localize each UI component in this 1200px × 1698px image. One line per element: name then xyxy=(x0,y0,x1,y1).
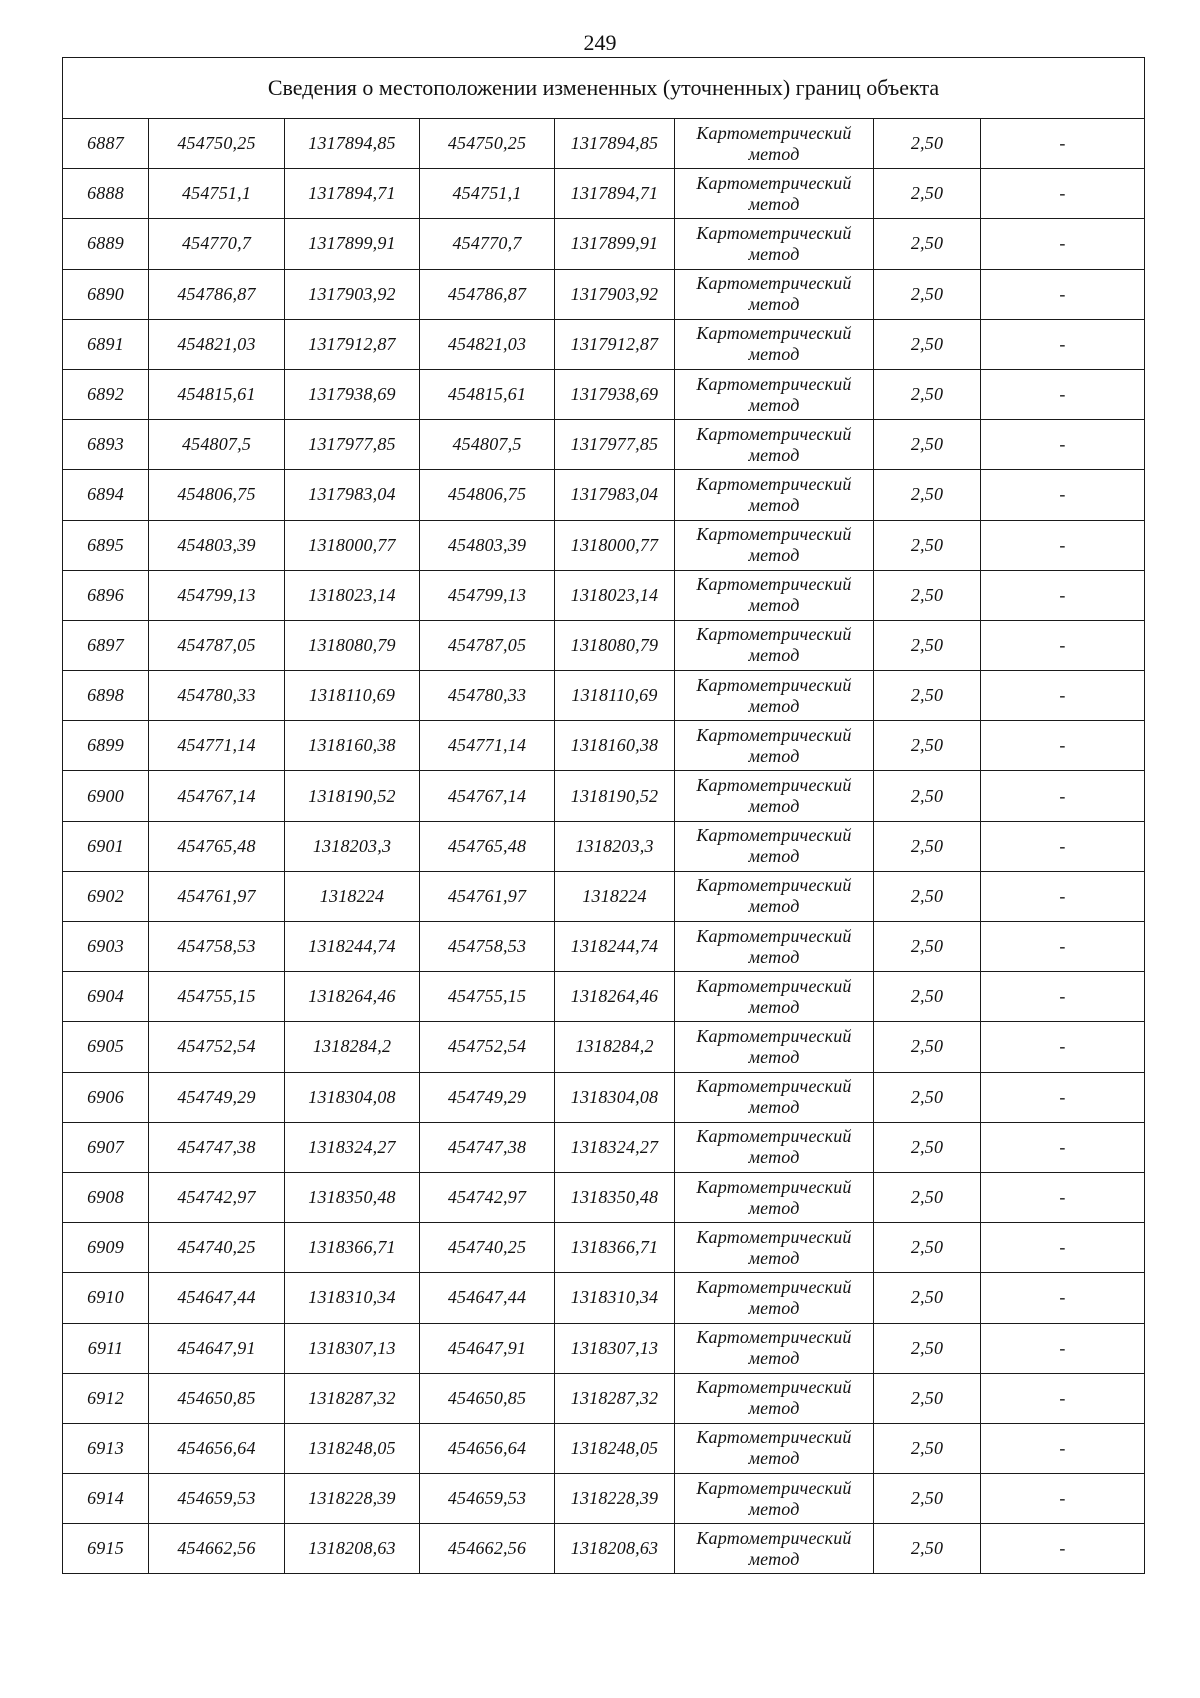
x-existing-cell: 454780,33 xyxy=(149,671,285,721)
point-number-cell: 6908 xyxy=(63,1172,149,1222)
description-cell: - xyxy=(981,219,1145,269)
description-cell: - xyxy=(981,1323,1145,1373)
x-existing-cell: 454662,56 xyxy=(149,1524,285,1574)
description-cell: - xyxy=(981,1172,1145,1222)
accuracy-cell: 2,50 xyxy=(874,620,981,670)
accuracy-cell: 2,50 xyxy=(874,119,981,169)
method-cell: Картометрический метод xyxy=(675,771,874,821)
method-cell: Картометрический метод xyxy=(675,369,874,419)
x-existing-cell: 454758,53 xyxy=(149,922,285,972)
x-existing-cell: 454647,44 xyxy=(149,1273,285,1323)
point-number-cell: 6914 xyxy=(63,1474,149,1524)
description-cell: - xyxy=(981,821,1145,871)
description-cell: - xyxy=(981,570,1145,620)
y-existing-cell: 1318023,14 xyxy=(285,570,420,620)
table-row xyxy=(63,269,1145,319)
method-cell: Картометрический метод xyxy=(675,470,874,520)
table-body xyxy=(63,119,1145,1574)
x-existing-cell: 454799,13 xyxy=(149,570,285,620)
y-refined-cell: 1318228,39 xyxy=(555,1474,675,1524)
y-refined-cell: 1317894,85 xyxy=(555,119,675,169)
y-refined-cell: 1318310,34 xyxy=(555,1273,675,1323)
point-number-cell: 6907 xyxy=(63,1122,149,1172)
accuracy-cell: 2,50 xyxy=(874,1474,981,1524)
x-existing-cell: 454740,25 xyxy=(149,1223,285,1273)
table-row xyxy=(63,1022,1145,1072)
accuracy-cell: 2,50 xyxy=(874,420,981,470)
y-refined-cell: 1318224 xyxy=(555,871,675,921)
description-cell: - xyxy=(981,169,1145,219)
point-number-cell: 6890 xyxy=(63,269,149,319)
point-number-cell: 6904 xyxy=(63,972,149,1022)
table-row xyxy=(63,119,1145,169)
x-existing-cell: 454755,15 xyxy=(149,972,285,1022)
accuracy-cell: 2,50 xyxy=(874,570,981,620)
y-refined-cell: 1318284,2 xyxy=(555,1022,675,1072)
table-row xyxy=(63,771,1145,821)
x-refined-cell: 454780,33 xyxy=(420,671,555,721)
description-cell: - xyxy=(981,620,1145,670)
method-cell: Картометрический метод xyxy=(675,922,874,972)
table-row xyxy=(63,922,1145,972)
description-cell: - xyxy=(981,1022,1145,1072)
description-cell: - xyxy=(981,119,1145,169)
table-row xyxy=(63,1423,1145,1473)
table-row xyxy=(63,1172,1145,1222)
y-existing-cell: 1318350,48 xyxy=(285,1172,420,1222)
y-existing-cell: 1318264,46 xyxy=(285,972,420,1022)
x-existing-cell: 454650,85 xyxy=(149,1373,285,1423)
x-existing-cell: 454765,48 xyxy=(149,821,285,871)
x-refined-cell: 454771,14 xyxy=(420,721,555,771)
y-existing-cell: 1317977,85 xyxy=(285,420,420,470)
x-refined-cell: 454755,15 xyxy=(420,972,555,1022)
accuracy-cell: 2,50 xyxy=(874,1373,981,1423)
method-cell: Картометрический метод xyxy=(675,1423,874,1473)
accuracy-cell: 2,50 xyxy=(874,922,981,972)
accuracy-cell: 2,50 xyxy=(874,1172,981,1222)
table-title: Сведения о местоположении измененных (уточненных) границ объекта xyxy=(63,58,1145,119)
description-cell: - xyxy=(981,319,1145,369)
method-cell: Картометрический метод xyxy=(675,972,874,1022)
method-cell: Картометрический метод xyxy=(675,319,874,369)
method-cell: Картометрический метод xyxy=(675,520,874,570)
point-number-cell: 6896 xyxy=(63,570,149,620)
x-existing-cell: 454752,54 xyxy=(149,1022,285,1072)
table-row xyxy=(63,470,1145,520)
description-cell: - xyxy=(981,369,1145,419)
method-cell: Картометрический метод xyxy=(675,671,874,721)
method-cell: Картометрический метод xyxy=(675,1474,874,1524)
x-refined-cell: 454807,5 xyxy=(420,420,555,470)
table-row xyxy=(63,972,1145,1022)
accuracy-cell: 2,50 xyxy=(874,1323,981,1373)
y-refined-cell: 1318000,77 xyxy=(555,520,675,570)
point-number-cell: 6898 xyxy=(63,671,149,721)
x-existing-cell: 454803,39 xyxy=(149,520,285,570)
point-number-cell: 6889 xyxy=(63,219,149,269)
point-number-cell: 6892 xyxy=(63,369,149,419)
y-refined-cell: 1317894,71 xyxy=(555,169,675,219)
description-cell: - xyxy=(981,972,1145,1022)
method-cell: Картометрический метод xyxy=(675,1022,874,1072)
description-cell: - xyxy=(981,1524,1145,1574)
y-existing-cell: 1318208,63 xyxy=(285,1524,420,1574)
accuracy-cell: 2,50 xyxy=(874,269,981,319)
x-refined-cell: 454751,1 xyxy=(420,169,555,219)
table-row xyxy=(63,1273,1145,1323)
method-cell: Картометрический метод xyxy=(675,871,874,921)
x-existing-cell: 454751,1 xyxy=(149,169,285,219)
x-refined-cell: 454659,53 xyxy=(420,1474,555,1524)
x-existing-cell: 454770,7 xyxy=(149,219,285,269)
description-cell: - xyxy=(981,721,1145,771)
table-row xyxy=(63,319,1145,369)
description-cell: - xyxy=(981,1223,1145,1273)
accuracy-cell: 2,50 xyxy=(874,1524,981,1574)
table-row xyxy=(63,219,1145,269)
x-refined-cell: 454761,97 xyxy=(420,871,555,921)
x-existing-cell: 454806,75 xyxy=(149,470,285,520)
accuracy-cell: 2,50 xyxy=(874,1423,981,1473)
table-row xyxy=(63,420,1145,470)
y-existing-cell: 1318310,34 xyxy=(285,1273,420,1323)
table-row xyxy=(63,169,1145,219)
x-existing-cell: 454647,91 xyxy=(149,1323,285,1373)
method-cell: Картометрический метод xyxy=(675,570,874,620)
x-existing-cell: 454786,87 xyxy=(149,269,285,319)
x-refined-cell: 454765,48 xyxy=(420,821,555,871)
point-number-cell: 6912 xyxy=(63,1373,149,1423)
x-refined-cell: 454752,54 xyxy=(420,1022,555,1072)
y-existing-cell: 1318304,08 xyxy=(285,1072,420,1122)
x-existing-cell: 454659,53 xyxy=(149,1474,285,1524)
x-refined-cell: 454815,61 xyxy=(420,369,555,419)
point-number-cell: 6915 xyxy=(63,1524,149,1574)
point-number-cell: 6910 xyxy=(63,1273,149,1323)
y-existing-cell: 1317903,92 xyxy=(285,269,420,319)
y-existing-cell: 1318228,39 xyxy=(285,1474,420,1524)
page-number: 249 xyxy=(583,30,617,55)
table-row xyxy=(63,620,1145,670)
table-row xyxy=(63,570,1145,620)
table-row xyxy=(63,721,1145,771)
method-cell: Картометрический метод xyxy=(675,1122,874,1172)
x-refined-cell: 454821,03 xyxy=(420,319,555,369)
method-cell: Картометрический метод xyxy=(675,169,874,219)
y-refined-cell: 1317983,04 xyxy=(555,470,675,520)
y-existing-cell: 1318248,05 xyxy=(285,1423,420,1473)
table-row xyxy=(63,671,1145,721)
description-cell: - xyxy=(981,1423,1145,1473)
y-refined-cell: 1318264,46 xyxy=(555,972,675,1022)
table-row xyxy=(63,1223,1145,1273)
y-refined-cell: 1318203,3 xyxy=(555,821,675,871)
accuracy-cell: 2,50 xyxy=(874,972,981,1022)
accuracy-cell: 2,50 xyxy=(874,771,981,821)
x-existing-cell: 454767,14 xyxy=(149,771,285,821)
point-number-cell: 6909 xyxy=(63,1223,149,1273)
y-existing-cell: 1317938,69 xyxy=(285,369,420,419)
y-existing-cell: 1317899,91 xyxy=(285,219,420,269)
accuracy-cell: 2,50 xyxy=(874,721,981,771)
description-cell: - xyxy=(981,1273,1145,1323)
x-refined-cell: 454767,14 xyxy=(420,771,555,821)
point-number-cell: 6893 xyxy=(63,420,149,470)
x-existing-cell: 454656,64 xyxy=(149,1423,285,1473)
accuracy-cell: 2,50 xyxy=(874,1273,981,1323)
y-refined-cell: 1318110,69 xyxy=(555,671,675,721)
point-number-cell: 6906 xyxy=(63,1072,149,1122)
x-existing-cell: 454807,5 xyxy=(149,420,285,470)
y-existing-cell: 1318244,74 xyxy=(285,922,420,972)
y-refined-cell: 1318080,79 xyxy=(555,620,675,670)
y-existing-cell: 1318307,13 xyxy=(285,1323,420,1373)
description-cell: - xyxy=(981,269,1145,319)
x-refined-cell: 454647,91 xyxy=(420,1323,555,1373)
accuracy-cell: 2,50 xyxy=(874,671,981,721)
x-refined-cell: 454750,25 xyxy=(420,119,555,169)
y-refined-cell: 1317938,69 xyxy=(555,369,675,419)
x-refined-cell: 454650,85 xyxy=(420,1373,555,1423)
point-number-cell: 6894 xyxy=(63,470,149,520)
method-cell: Картометрический метод xyxy=(675,1273,874,1323)
boundary-coordinates-table xyxy=(62,57,1145,1574)
table-row xyxy=(63,821,1145,871)
method-cell: Картометрический метод xyxy=(675,620,874,670)
y-existing-cell: 1318203,3 xyxy=(285,821,420,871)
x-existing-cell: 454749,29 xyxy=(149,1072,285,1122)
point-number-cell: 6897 xyxy=(63,620,149,670)
y-refined-cell: 1318248,05 xyxy=(555,1423,675,1473)
table-row xyxy=(63,1323,1145,1373)
description-cell: - xyxy=(981,1474,1145,1524)
method-cell: Картометрический метод xyxy=(675,119,874,169)
x-existing-cell: 454761,97 xyxy=(149,871,285,921)
table-row xyxy=(63,1072,1145,1122)
x-refined-cell: 454799,13 xyxy=(420,570,555,620)
x-refined-cell: 454747,38 xyxy=(420,1122,555,1172)
description-cell: - xyxy=(981,771,1145,821)
accuracy-cell: 2,50 xyxy=(874,1022,981,1072)
x-existing-cell: 454787,05 xyxy=(149,620,285,670)
y-existing-cell: 1317894,71 xyxy=(285,169,420,219)
table-row xyxy=(63,871,1145,921)
point-number-cell: 6891 xyxy=(63,319,149,369)
table-header-row xyxy=(63,58,1145,119)
table-row xyxy=(63,1373,1145,1423)
table-row xyxy=(63,1474,1145,1524)
x-refined-cell: 454749,29 xyxy=(420,1072,555,1122)
y-refined-cell: 1318287,32 xyxy=(555,1373,675,1423)
method-cell: Картометрический метод xyxy=(675,1524,874,1574)
point-number-cell: 6887 xyxy=(63,119,149,169)
point-number-cell: 6895 xyxy=(63,520,149,570)
y-existing-cell: 1317912,87 xyxy=(285,319,420,369)
method-cell: Картометрический метод xyxy=(675,721,874,771)
x-existing-cell: 454815,61 xyxy=(149,369,285,419)
x-refined-cell: 454662,56 xyxy=(420,1524,555,1574)
method-cell: Картометрический метод xyxy=(675,821,874,871)
x-refined-cell: 454770,7 xyxy=(420,219,555,269)
y-refined-cell: 1318366,71 xyxy=(555,1223,675,1273)
table-row xyxy=(63,1122,1145,1172)
point-number-cell: 6911 xyxy=(63,1323,149,1373)
y-existing-cell: 1317983,04 xyxy=(285,470,420,520)
x-existing-cell: 454747,38 xyxy=(149,1122,285,1172)
description-cell: - xyxy=(981,1122,1145,1172)
x-refined-cell: 454647,44 xyxy=(420,1273,555,1323)
y-existing-cell: 1317894,85 xyxy=(285,119,420,169)
method-cell: Картометрический метод xyxy=(675,269,874,319)
accuracy-cell: 2,50 xyxy=(874,1072,981,1122)
point-number-cell: 6900 xyxy=(63,771,149,821)
x-refined-cell: 454656,64 xyxy=(420,1423,555,1473)
table-row xyxy=(63,520,1145,570)
y-refined-cell: 1318190,52 xyxy=(555,771,675,821)
y-refined-cell: 1318307,13 xyxy=(555,1323,675,1373)
y-existing-cell: 1318224 xyxy=(285,871,420,921)
method-cell: Картометрический метод xyxy=(675,1072,874,1122)
accuracy-cell: 2,50 xyxy=(874,1122,981,1172)
x-refined-cell: 454740,25 xyxy=(420,1223,555,1273)
x-existing-cell: 454771,14 xyxy=(149,721,285,771)
y-existing-cell: 1318000,77 xyxy=(285,520,420,570)
description-cell: - xyxy=(981,922,1145,972)
y-refined-cell: 1318304,08 xyxy=(555,1072,675,1122)
description-cell: - xyxy=(981,520,1145,570)
method-cell: Картометрический метод xyxy=(675,219,874,269)
x-existing-cell: 454742,97 xyxy=(149,1172,285,1222)
point-number-cell: 6905 xyxy=(63,1022,149,1072)
y-refined-cell: 1317977,85 xyxy=(555,420,675,470)
description-cell: - xyxy=(981,871,1145,921)
point-number-cell: 6899 xyxy=(63,721,149,771)
y-refined-cell: 1317903,92 xyxy=(555,269,675,319)
accuracy-cell: 2,50 xyxy=(874,169,981,219)
x-refined-cell: 454787,05 xyxy=(420,620,555,670)
description-cell: - xyxy=(981,671,1145,721)
y-refined-cell: 1318160,38 xyxy=(555,721,675,771)
description-cell: - xyxy=(981,1373,1145,1423)
y-refined-cell: 1317899,91 xyxy=(555,219,675,269)
y-existing-cell: 1318366,71 xyxy=(285,1223,420,1273)
y-existing-cell: 1318287,32 xyxy=(285,1373,420,1423)
accuracy-cell: 2,50 xyxy=(874,821,981,871)
accuracy-cell: 2,50 xyxy=(874,470,981,520)
method-cell: Картометрический метод xyxy=(675,1373,874,1423)
y-existing-cell: 1318160,38 xyxy=(285,721,420,771)
y-refined-cell: 1318244,74 xyxy=(555,922,675,972)
point-number-cell: 6913 xyxy=(63,1423,149,1473)
method-cell: Картометрический метод xyxy=(675,420,874,470)
method-cell: Картометрический метод xyxy=(675,1223,874,1273)
description-cell: - xyxy=(981,420,1145,470)
x-existing-cell: 454821,03 xyxy=(149,319,285,369)
accuracy-cell: 2,50 xyxy=(874,1223,981,1273)
y-refined-cell: 1318023,14 xyxy=(555,570,675,620)
accuracy-cell: 2,50 xyxy=(874,520,981,570)
point-number-cell: 6902 xyxy=(63,871,149,921)
point-number-cell: 6901 xyxy=(63,821,149,871)
y-refined-cell: 1318350,48 xyxy=(555,1172,675,1222)
accuracy-cell: 2,50 xyxy=(874,871,981,921)
point-number-cell: 6903 xyxy=(63,922,149,972)
point-number-cell: 6888 xyxy=(63,169,149,219)
x-refined-cell: 454786,87 xyxy=(420,269,555,319)
x-refined-cell: 454806,75 xyxy=(420,470,555,520)
accuracy-cell: 2,50 xyxy=(874,319,981,369)
y-existing-cell: 1318080,79 xyxy=(285,620,420,670)
method-cell: Картометрический метод xyxy=(675,1172,874,1222)
x-refined-cell: 454758,53 xyxy=(420,922,555,972)
x-refined-cell: 454742,97 xyxy=(420,1172,555,1222)
x-refined-cell: 454803,39 xyxy=(420,520,555,570)
y-existing-cell: 1318324,27 xyxy=(285,1122,420,1172)
method-cell: Картометрический метод xyxy=(675,1323,874,1373)
description-cell: - xyxy=(981,1072,1145,1122)
y-refined-cell: 1318208,63 xyxy=(555,1524,675,1574)
y-refined-cell: 1318324,27 xyxy=(555,1122,675,1172)
table-row xyxy=(63,1524,1145,1574)
y-refined-cell: 1317912,87 xyxy=(555,319,675,369)
accuracy-cell: 2,50 xyxy=(874,369,981,419)
description-cell: - xyxy=(981,470,1145,520)
accuracy-cell: 2,50 xyxy=(874,219,981,269)
y-existing-cell: 1318190,52 xyxy=(285,771,420,821)
table-row xyxy=(63,369,1145,419)
y-existing-cell: 1318284,2 xyxy=(285,1022,420,1072)
x-existing-cell: 454750,25 xyxy=(149,119,285,169)
y-existing-cell: 1318110,69 xyxy=(285,671,420,721)
